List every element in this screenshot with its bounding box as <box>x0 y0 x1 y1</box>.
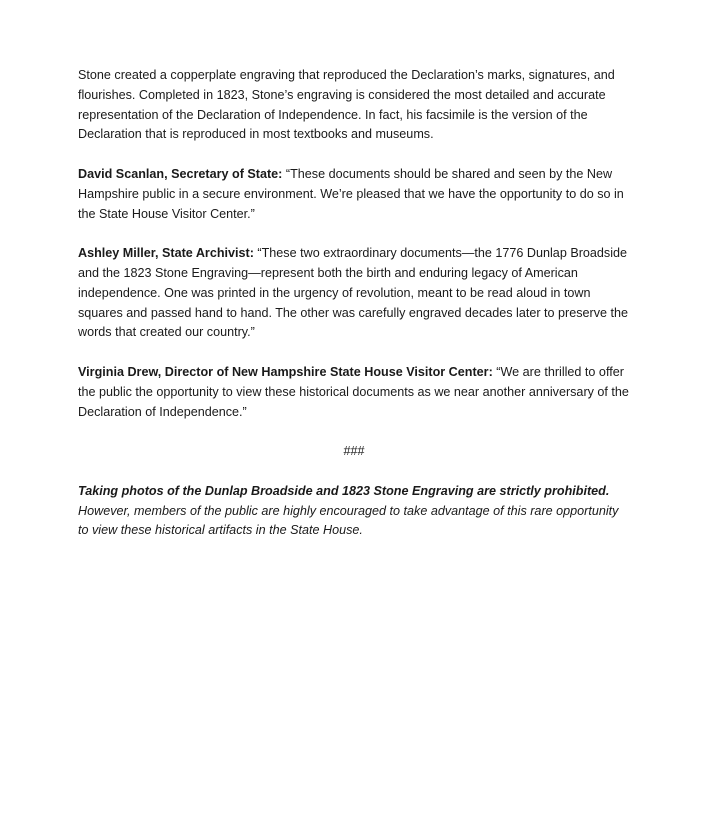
quote-text: “These documents should be shared and seen by the New Hampshire public in a secure environment. We’re pleased that we have the opportunity to do so in the State House Visitor Center.” <box>78 166 624 221</box>
quote-speaker: David Scanlan, Secretary of State: <box>78 166 283 181</box>
closing-note-text: However, members of the public are highly encouraged to take advantage of this rare opportunity to view these historical artifacts in the State House. <box>78 503 619 538</box>
quote-speaker: Ashley Miller, State Archivist: <box>78 246 254 261</box>
closing-note-bold: Taking photos of the Dunlap Broadside and 1823 Stone Engraving are strictly prohibited. <box>78 483 610 498</box>
quote-secretary-of-state <box>78 165 630 224</box>
paragraph-text: Stone created a copperplate engraving that reproduced the Declaration’s marks, signatures, and flourishes. Completed in 1823, Stone’s engraving is considered the most detailed and accurate representation of the Declaration of Independence. In fact, his facsimile is the version of the Declaration that is reproduced in most textbooks and museums. <box>78 68 615 142</box>
closing-note <box>78 482 630 541</box>
quote-text: “These two extraordinary documents—the 1776 Dunlap Broadside and the 1823 Stone Engraving—represent both the birth and enduring legacy of American independence. One was printed in the urgency of revolution, meant to be read aloud in town squares and passed hand to hand. The other was carefully engraved decades later to preserve the words that created our country.” <box>78 246 629 340</box>
quote-text: “We are thrilled to offer the public the opportunity to view these historical documents as we near another anniversary of the Declaration of Independence.” <box>78 364 629 419</box>
section-separator: ### <box>343 444 365 459</box>
quote-speaker: Virginia Drew, Director of New Hampshire State House Visitor Center: <box>78 364 493 379</box>
document-page <box>78 66 630 541</box>
paragraph-stone-engraving <box>78 66 630 145</box>
quote-visitor-center-director <box>78 363 630 422</box>
quote-state-archivist <box>78 244 630 343</box>
